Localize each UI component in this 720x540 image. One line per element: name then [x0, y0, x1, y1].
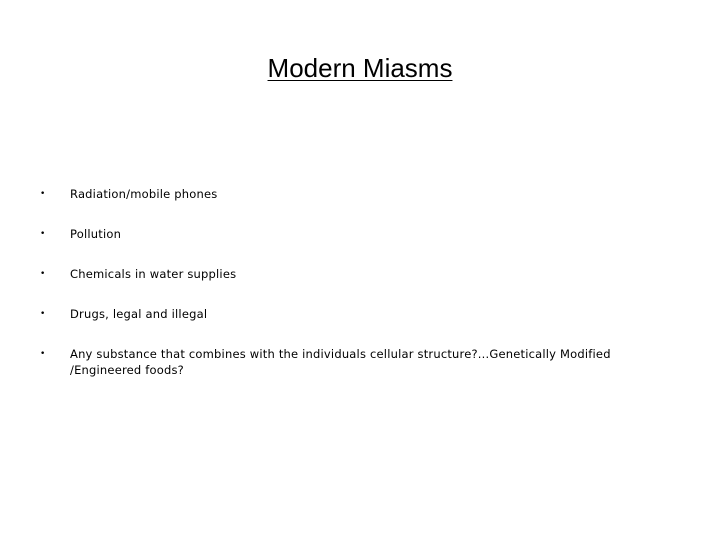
bullet-item [40, 186, 660, 202]
bullet-list [40, 186, 660, 402]
bullet-icon: • [40, 269, 46, 279]
bullet-text: Pollution [70, 227, 122, 241]
bullet-item [40, 226, 660, 242]
bullet-text: Drugs, legal and illegal [70, 307, 208, 321]
bullet-icon: • [40, 229, 46, 239]
bullet-text: Chemicals in water supplies [70, 267, 237, 281]
bullet-icon: • [40, 349, 46, 359]
bullet-item [40, 306, 660, 322]
bullet-icon: • [40, 309, 46, 319]
bullet-item [40, 346, 660, 378]
slide-title: Modern Miasms [267, 53, 453, 83]
bullet-text: Radiation/mobile phones [70, 187, 218, 201]
bullet-text: Any substance that combines with the individuals cellular structure?...Genetically Modified /Engineered foods? [70, 347, 611, 377]
bullet-icon: • [40, 189, 46, 199]
bullet-item [40, 266, 660, 282]
